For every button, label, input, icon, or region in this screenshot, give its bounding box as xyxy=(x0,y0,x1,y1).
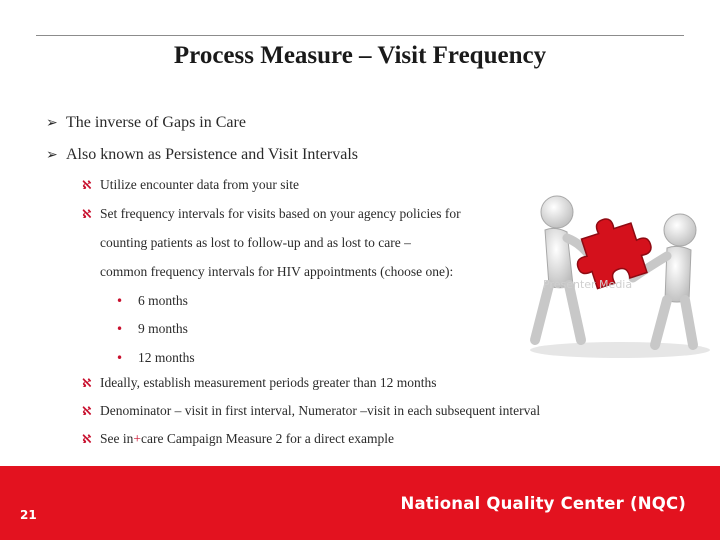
sub-bullet-continuation: common frequency intervals for HIV appointments (choose one): xyxy=(100,264,454,279)
awareness-ribbon-icon: ℵ xyxy=(82,432,92,446)
dot-bullet-icon: • xyxy=(116,322,124,336)
page-number: 21 xyxy=(20,508,37,522)
footer-bar xyxy=(0,466,720,540)
arrow-bullet-icon: ➢ xyxy=(46,147,58,163)
title-divider xyxy=(36,35,684,36)
bullet-text: The inverse of Gaps in Care xyxy=(66,114,246,131)
interval-text: 9 months xyxy=(138,321,188,336)
puzzle-figures-illustration xyxy=(515,190,720,360)
sub-bullet-measurement-periods xyxy=(82,375,437,391)
sub-bullet-text: Denominator – visit in first interval, Numerator –visit in each subsequent interval xyxy=(100,403,541,418)
sub-bullet-text: care Campaign Measure 2 for a direct example xyxy=(141,431,395,446)
bullet-persistence xyxy=(46,146,358,164)
sub-bullet-continuation: counting patients as lost to follow-up and as lost to care – xyxy=(100,235,411,250)
plus-sign: + xyxy=(133,431,141,446)
sub-bullet-encounter-data xyxy=(82,177,299,193)
arrow-bullet-icon: ➢ xyxy=(46,115,58,131)
dot-bullet-icon: • xyxy=(116,351,124,365)
interval-item xyxy=(116,321,188,337)
awareness-ribbon-icon: ℵ xyxy=(82,376,92,390)
interval-text: 12 months xyxy=(138,350,195,365)
sub-bullet-text: Utilize encounter data from your site xyxy=(100,177,300,192)
brand-name: National Quality Center (NQC) xyxy=(400,494,686,513)
sub-bullet-campaign-example xyxy=(82,431,394,447)
bullet-gaps-in-care xyxy=(46,114,246,132)
slide-title: Process Measure – Visit Frequency xyxy=(173,42,547,69)
watermark: Presenter Media xyxy=(543,278,633,291)
interval-text: 6 months xyxy=(138,293,188,308)
sub-bullet-text: Ideally, establish measurement periods greater than 12 months xyxy=(100,375,437,390)
bullet-text: Also known as Persistence and Visit Intervals xyxy=(66,146,359,163)
sub-bullet-text: Set frequency intervals for visits based on your agency policies for xyxy=(100,206,461,221)
awareness-ribbon-icon: ℵ xyxy=(82,207,92,221)
dot-bullet-icon: • xyxy=(116,294,124,308)
sub-bullet-text: See in xyxy=(100,431,134,446)
awareness-ribbon-icon: ℵ xyxy=(82,404,92,418)
interval-item xyxy=(116,350,195,366)
awareness-ribbon-icon: ℵ xyxy=(82,178,92,192)
sub-bullet-denominator xyxy=(82,403,540,419)
sub-bullet-frequency-intervals xyxy=(82,206,461,222)
interval-item xyxy=(116,293,188,309)
